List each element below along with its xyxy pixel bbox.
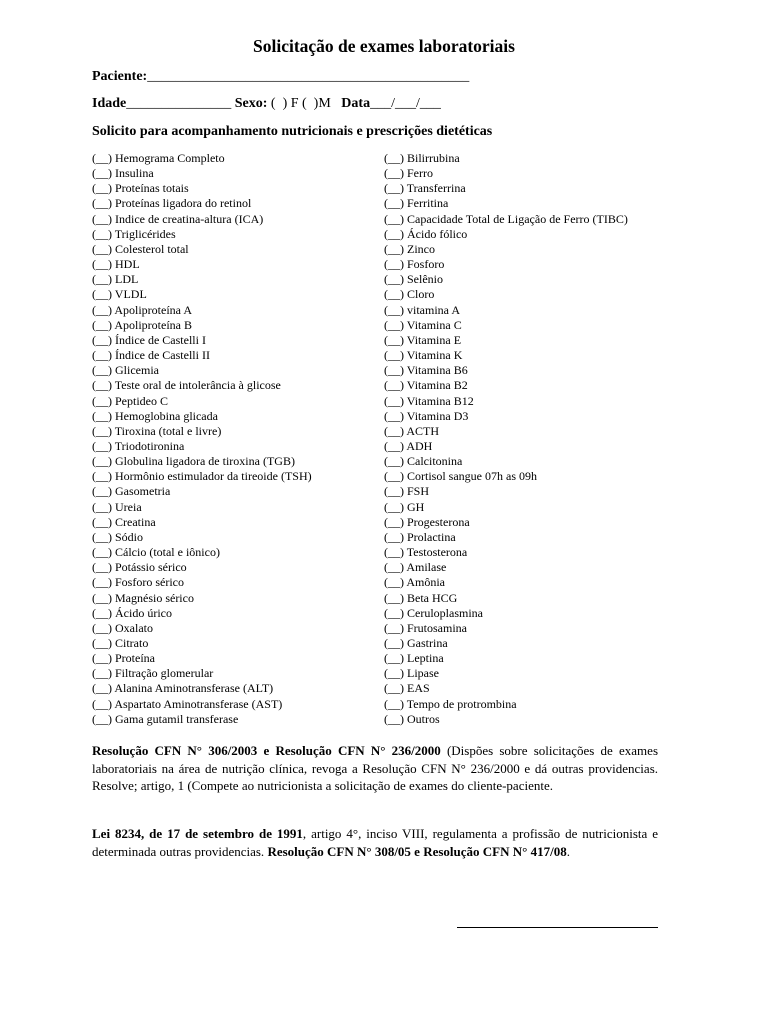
exam-checkbox-item[interactable]: (__) Globulina ligadora de tiroxina (TGB) xyxy=(92,454,295,469)
exam-checkbox-item[interactable]: (__) Proteína xyxy=(92,651,155,666)
exam-checkbox-item[interactable]: (__) GH xyxy=(384,499,425,514)
lei-bold: Lei 8234, de 17 de setembro de 1991 xyxy=(92,826,303,841)
exam-checkbox-item[interactable]: (__) Ceruloplasmina xyxy=(384,605,483,620)
exam-checkbox-item[interactable]: (__) Transferrina xyxy=(384,181,466,196)
resolucao-bold: Resolução CFN N° 306/2003 e Resolução CFN N° 236/2000 xyxy=(92,743,441,758)
exam-checkbox-item[interactable]: (__) Testosterona xyxy=(384,545,468,560)
exam-checkbox-item[interactable]: (__) Bilirrubina xyxy=(384,151,460,165)
lei-paragraph xyxy=(92,825,658,860)
exam-checkbox-item[interactable]: (__) Vitamina E xyxy=(384,332,462,347)
paciente-line xyxy=(92,69,469,85)
exam-checkbox-item[interactable]: (__) Sódio xyxy=(92,529,143,544)
lei-text: , artigo 4°, inciso VIII, regulamenta a profissão de nutricionista e determinada outras providencias. xyxy=(92,826,658,859)
exam-checkbox-item[interactable]: (__) Filtração glomerular xyxy=(92,666,214,681)
exam-checkbox-item[interactable]: (__) Vitamina K xyxy=(384,348,463,363)
exam-checkbox-item[interactable]: (__) Índice de Castelli II xyxy=(92,348,210,363)
exam-checkbox-item[interactable]: (__) Amônia xyxy=(384,575,445,590)
exam-checkbox-item[interactable]: (__) Vitamina B2 xyxy=(384,378,468,393)
exam-checkbox-item[interactable]: (__) Beta HCG xyxy=(384,590,458,605)
exam-checkbox-item[interactable]: (__) Triodotironina xyxy=(92,438,185,453)
exam-checkbox-item[interactable]: (__) Apoliproteína A xyxy=(92,302,192,317)
exam-checkbox-item[interactable]: (__) Leptina xyxy=(384,651,444,666)
subheading: Solicito para acompanhamento nutricionais e prescrições dietéticas xyxy=(92,124,493,139)
exam-checkbox-item[interactable]: (__) Vitamina C xyxy=(384,317,462,332)
exam-checkbox-item[interactable]: (__) Oxalato xyxy=(92,620,153,635)
paciente-label: Paciente: xyxy=(92,69,148,84)
exam-checkbox-item[interactable]: (__) Fosforo xyxy=(384,257,445,272)
exam-checkbox-item[interactable]: (__) Hormônio estimulador da tireoide (TSH) xyxy=(92,469,312,484)
exam-checkbox-item[interactable]: (__) Lipase xyxy=(384,666,439,681)
exam-checkbox-item[interactable]: (__) ACTH xyxy=(384,423,439,438)
exam-checkbox-item[interactable]: (__) Cloro xyxy=(384,287,435,302)
page-title: Solicitação de exames laboratoriais xyxy=(253,36,515,56)
exam-checkbox-item[interactable]: (__) Cálcio (total e iônico) xyxy=(92,545,220,560)
exam-checkbox-item[interactable]: (__) Triglicérides xyxy=(92,226,176,241)
exam-checkbox-item[interactable]: (__) Progesterona xyxy=(384,514,470,529)
exam-checkbox-item[interactable]: (__) Vitamina B12 xyxy=(384,393,474,408)
exam-list-left xyxy=(92,151,312,727)
exam-checkbox-item[interactable]: (__) Gasometria xyxy=(92,484,171,499)
exam-checkbox-item[interactable]: (__) Tiroxina (total e livre) xyxy=(92,423,222,438)
exam-checkbox-item[interactable]: (__) Potássio sérico xyxy=(92,560,187,575)
exam-checkbox-item[interactable]: (__) Peptideo C xyxy=(92,393,168,408)
signature-line[interactable] xyxy=(457,913,658,928)
exam-checkbox-item[interactable]: (__) Hemoglobina glicada xyxy=(92,408,218,423)
exam-checkbox-item[interactable]: (__) Indice de creatina-altura (ICA) xyxy=(92,211,264,226)
exam-checkbox-item[interactable]: (__) Cortisol sangue 07h as 09h xyxy=(384,469,537,484)
exam-checkbox-item[interactable]: (__) Prolactina xyxy=(384,529,456,544)
exam-checkbox-item[interactable]: (__) Vitamina D3 xyxy=(384,408,469,423)
exam-checkbox-item[interactable]: (__) Zinco xyxy=(384,241,435,256)
exam-checkbox-item[interactable]: (__) Gastrina xyxy=(384,636,448,650)
exam-checkbox-item[interactable]: (__) Tempo de protrombina xyxy=(384,696,517,711)
data-label: Data xyxy=(341,96,371,111)
exam-checkbox-item[interactable]: (__) vitamina A xyxy=(384,302,460,317)
exam-checkbox-item[interactable]: (__) Teste oral de intolerância à glicose xyxy=(92,378,281,393)
exam-checkbox-item[interactable]: (__) Alanina Aminotransferase (ALT) xyxy=(92,681,274,696)
exam-checkbox-item[interactable]: (__) Índice de Castelli I xyxy=(92,332,206,347)
exam-list-right xyxy=(384,151,628,727)
exam-checkbox-item[interactable]: (__) VLDL xyxy=(92,287,147,302)
lei-end: . xyxy=(566,843,570,859)
exam-checkbox-item[interactable]: (__) Calcitonina xyxy=(384,454,463,469)
exam-checkbox-item[interactable]: (__) Ferro xyxy=(384,166,433,181)
paciente-field[interactable]: ______________________________________________ xyxy=(147,69,470,84)
exam-checkbox-item[interactable]: (__) Frutosamina xyxy=(384,620,467,635)
exam-checkbox-item[interactable]: (__) Capacidade Total de Ligação de Ferro (TIBC) xyxy=(384,211,628,226)
exam-checkbox-item[interactable]: (__) EAS xyxy=(384,681,430,696)
exam-checkbox-item[interactable]: (__) Insulina xyxy=(92,166,154,181)
exam-checkbox-item[interactable]: (__) Glicemia xyxy=(92,363,159,378)
exam-checkbox-item[interactable]: (__) Aspartato Aminotransferase (AST) xyxy=(92,696,283,711)
exam-checkbox-item[interactable]: (__) Outros xyxy=(384,711,440,726)
idade-label: Idade xyxy=(92,96,127,111)
exam-checkbox-item[interactable]: (__) Proteínas totais xyxy=(92,181,189,196)
resolucao-paragraph xyxy=(92,742,658,795)
exam-checkbox-item[interactable]: (__) ADH xyxy=(384,438,433,453)
sexo-label: Sexo: xyxy=(234,96,268,111)
exam-checkbox-item[interactable]: (__) Selênio xyxy=(384,272,443,287)
exam-checkbox-item[interactable]: (__) Amilase xyxy=(384,560,447,575)
exam-checkbox-item[interactable]: (__) Proteínas ligadora do retinol xyxy=(92,196,252,211)
exam-checkbox-item[interactable]: (__) Gama gutamil transferase xyxy=(92,711,239,726)
exam-checkbox-item[interactable]: (__) Creatina xyxy=(92,514,156,529)
exam-checkbox-item[interactable]: (__) HDL xyxy=(92,257,140,272)
lei-resolucao-bold: Resolução CFN N° 308/05 e Resolução CFN N° 417/08 xyxy=(267,843,567,859)
idade-line xyxy=(92,96,441,112)
idade-field[interactable]: _______________ xyxy=(126,96,232,111)
resolucao-text: (Dispões sobre solicitações de exames laboratoriais na área de nutrição clínica, revoga a Resolução CFN N° 236/2000 e dá outras providencias. Resolve; artigo, 1 (Compete ao nutricionista a solicitação de exames do cliente-paciente. xyxy=(92,743,658,793)
exam-checkbox-item[interactable]: (__) Vitamina B6 xyxy=(384,363,468,378)
exam-checkbox-item[interactable]: (__) Ureia xyxy=(92,499,142,514)
exam-checkbox-item[interactable]: (__) Citrato xyxy=(92,636,149,650)
exam-checkbox-item[interactable]: (__) Colesterol total xyxy=(92,241,189,256)
exam-checkbox-item[interactable]: (__) LDL xyxy=(92,272,139,287)
exam-checkbox-item[interactable]: (__) Ácido úrico xyxy=(92,605,172,620)
exam-checkbox-item[interactable]: (__) Ferritina xyxy=(384,196,449,211)
exam-checkbox-item[interactable]: (__) Hemograma Completo xyxy=(92,151,225,165)
exam-checkbox-item[interactable]: (__) Magnésio sérico xyxy=(92,590,194,605)
exam-checkbox-item[interactable]: (__) Fosforo sérico xyxy=(92,575,184,590)
data-field[interactable]: ___/___/___ xyxy=(370,96,441,111)
exam-checkbox-item[interactable]: (__) Apoliproteína B xyxy=(92,317,192,332)
exam-checkbox-item[interactable]: (__) Ácido fólico xyxy=(384,226,468,241)
exam-checkbox-item[interactable]: (__) FSH xyxy=(384,484,430,499)
sexo-options[interactable]: ( ) F ( )M xyxy=(267,96,342,111)
